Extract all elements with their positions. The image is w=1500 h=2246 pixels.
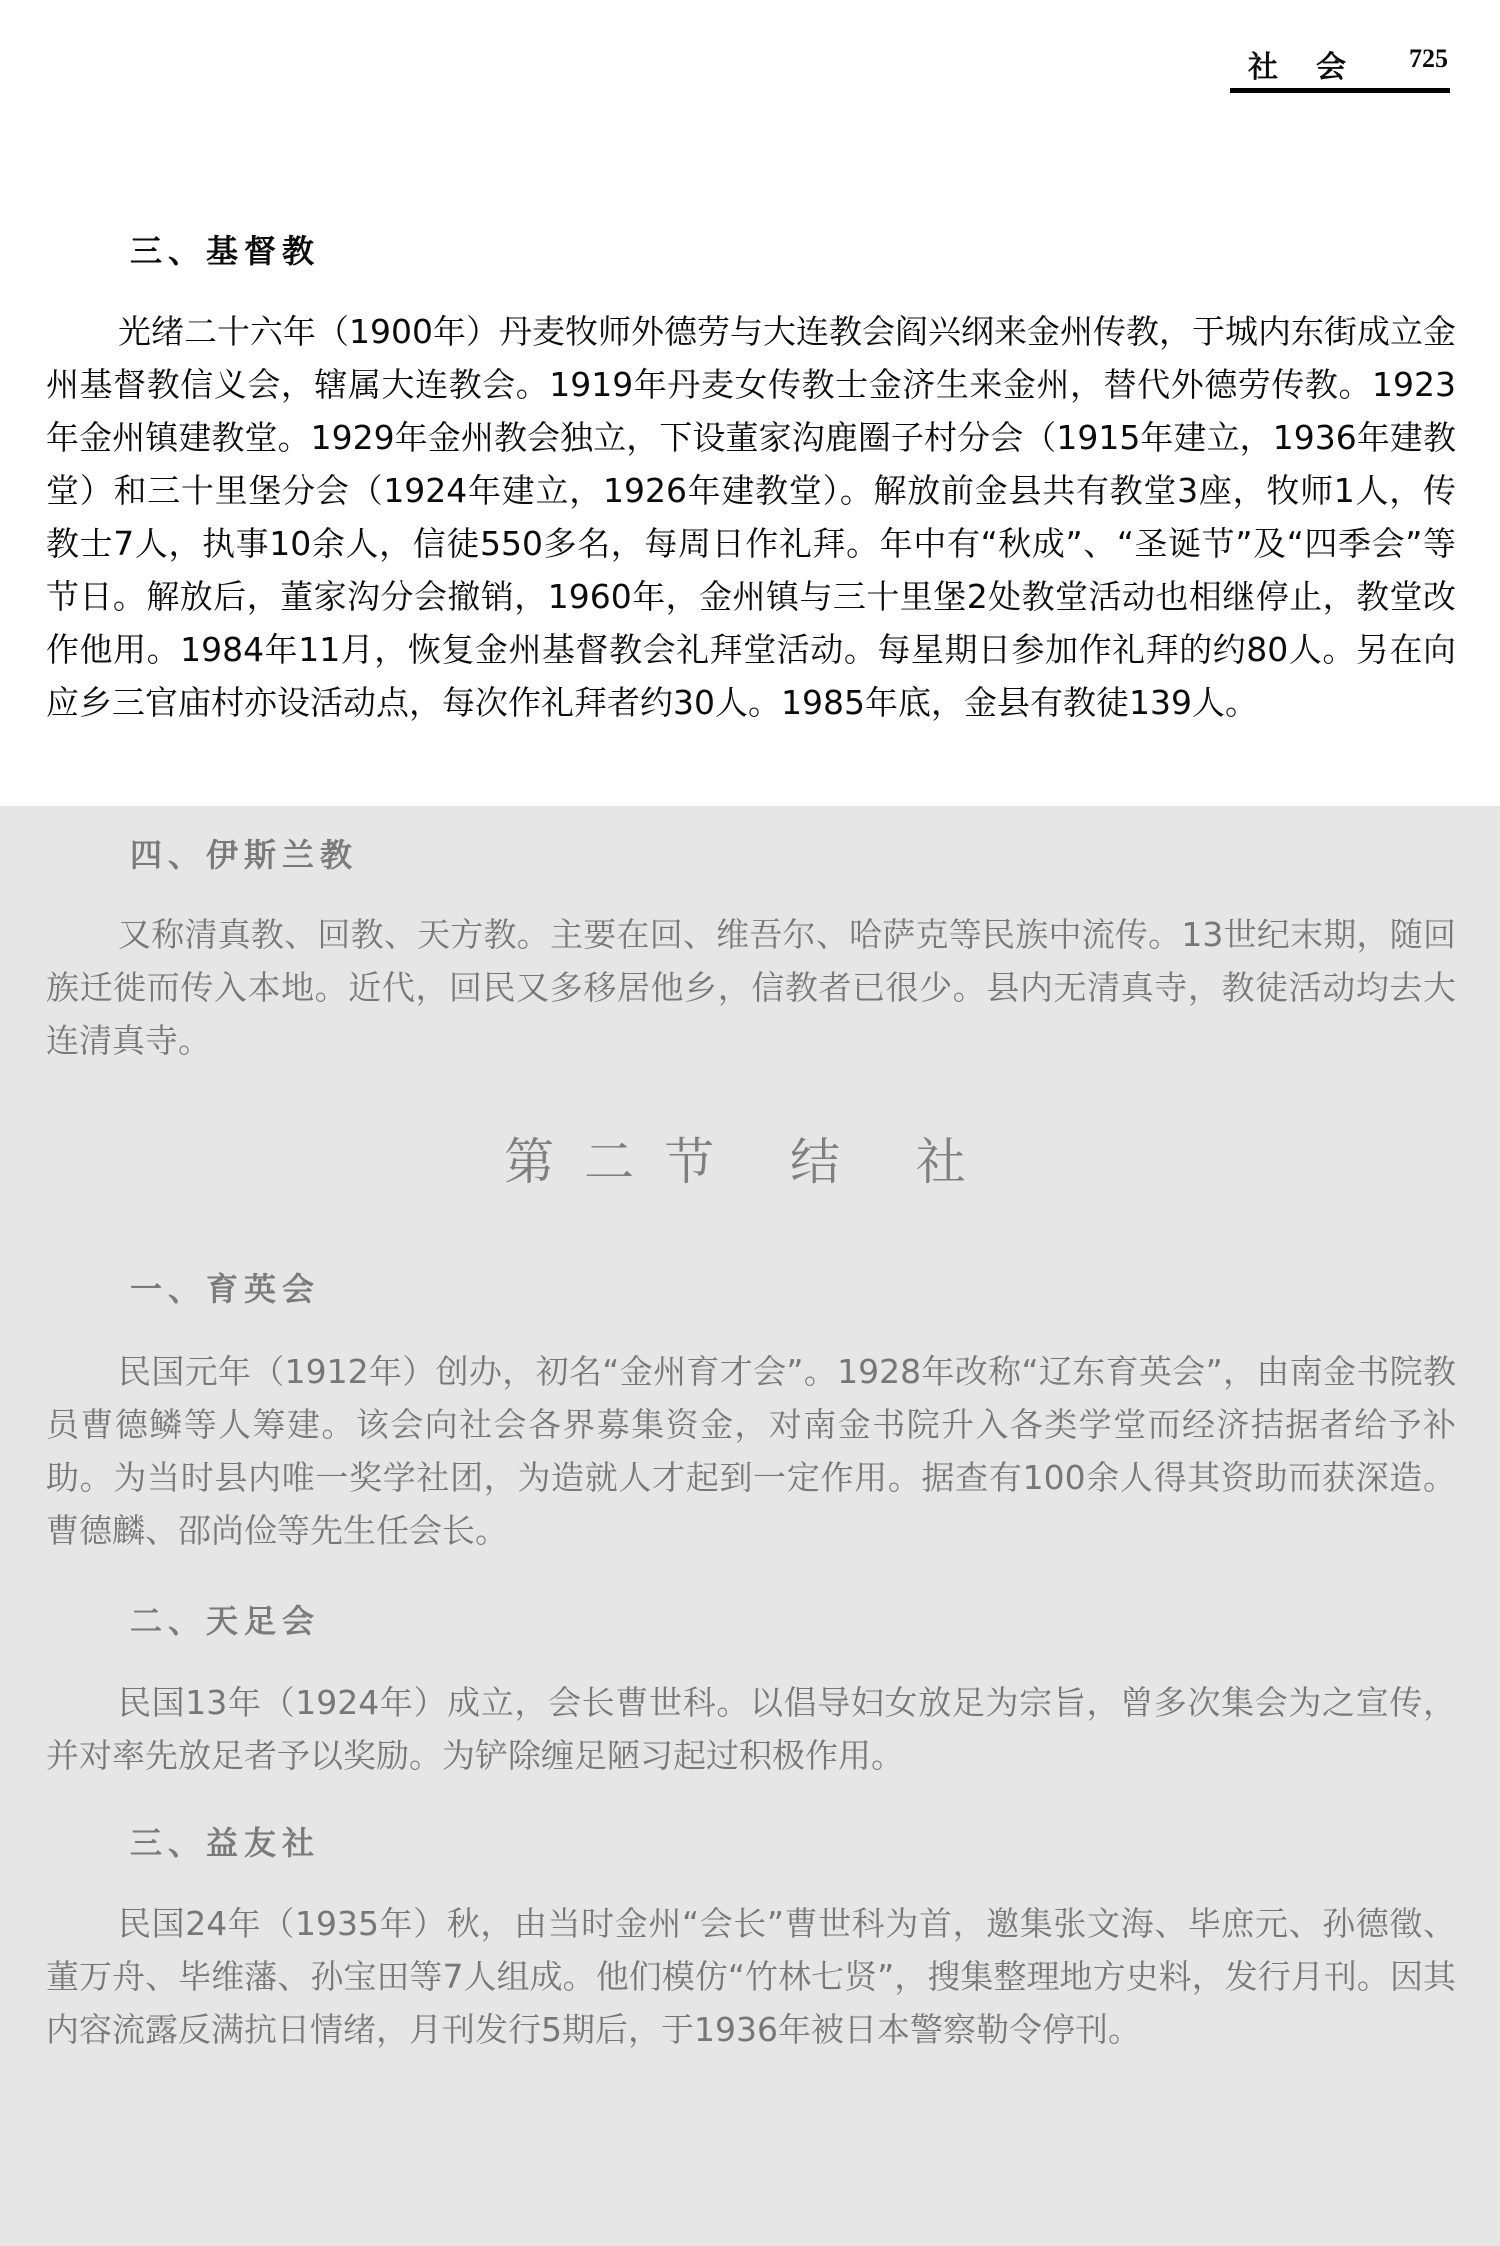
section-title-associations: 第二节 结 社: [504, 1133, 996, 1191]
paragraph-christianity: 光绪二十六年（1900年）丹麦牧师外德劳与大连教会阎兴纲来金州传教，于城内东街成立金州基督教信义会，辖属大连教会。1919年丹麦女传教士金济生来金州，替代外德劳传教。1923年金州镇建教堂。1929年金州教会独立，下设董家沟鹿圈子村分会（1915年建立，1936年建教堂）和三十里堡分会（1924年建立，1926年建教堂）。解放前金县共有教堂3座，牧师1人，传教士7人，执事10余人，信徒550多名，每周日作礼拜。年中有“秋成”、“圣诞节”及“四季会”等节日。解放后，董家沟分会撤销，1960年，金州镇与三十里堡2处教堂活动也相继停止，教堂改作他用。1984年11月，恢复金州基督教会礼拜堂活动。每星期日参加作礼拜的约80人。另在向应乡三官庙村亦设活动点，每次作礼拜者约30人。1985年底，金县有教徒139人。: [46, 312, 1456, 722]
paragraph-yiyou-society: 民国24年（1935年）秋，由当时金州“会长”曹世科为首，邀集张文海、毕庶元、孙德徵、董万舟、毕维藩、孙宝田等7人组成。他们模仿“竹林七贤”，搜集整理地方史料，发行月刊。因其内容流露反满抗日情绪，月刊发行5期后，于1936年被日本警察勒令停刊。: [46, 1904, 1456, 2049]
paragraph-yuying-society: 民国元年（1912年）创办，初名“金州育才会”。1928年改称“辽东育英会”，由南金书院教员曹德鳞等人筹建。该会向社会各界募集资金，对南金书院升入各类学堂而经济拮据者给予补助。为当时县内唯一奖学社团，为造就人才起到一定作用。据查有100余人得其资助而获深造。曹德麟、邵尚俭等先生任会长。: [46, 1352, 1456, 1550]
heading-islam: 四、伊斯兰教: [130, 836, 359, 874]
paragraph-islam: 又称清真教、回教、天方教。主要在回、维吾尔、哈萨克等民族中流传。13世纪末期，随回族迁徙而传入本地。近代，回民又多移居他乡，信教者已很少。县内无清真寺，教徒活动均去大连清真寺。: [46, 915, 1456, 1060]
heading-yuying-society: 一、育英会: [130, 1270, 321, 1308]
heading-christianity: 三、基督教: [130, 232, 321, 270]
heading-yiyou-society: 三、益友社: [130, 1824, 321, 1862]
heading-tianzu-society: 二、天足会: [130, 1602, 321, 1640]
paragraph-tianzu-society: 民国13年（1924年）成立，会长曹世科。以倡导妇女放足为宗旨，曾多次集会为之宣传，并对率先放足者予以奖励。为铲除缠足陋习起过积极作用。: [46, 1683, 1456, 1775]
running-header: [1230, 36, 1450, 93]
page-number: 725: [1409, 44, 1448, 73]
header-section-name: 社会: [1248, 50, 1384, 85]
